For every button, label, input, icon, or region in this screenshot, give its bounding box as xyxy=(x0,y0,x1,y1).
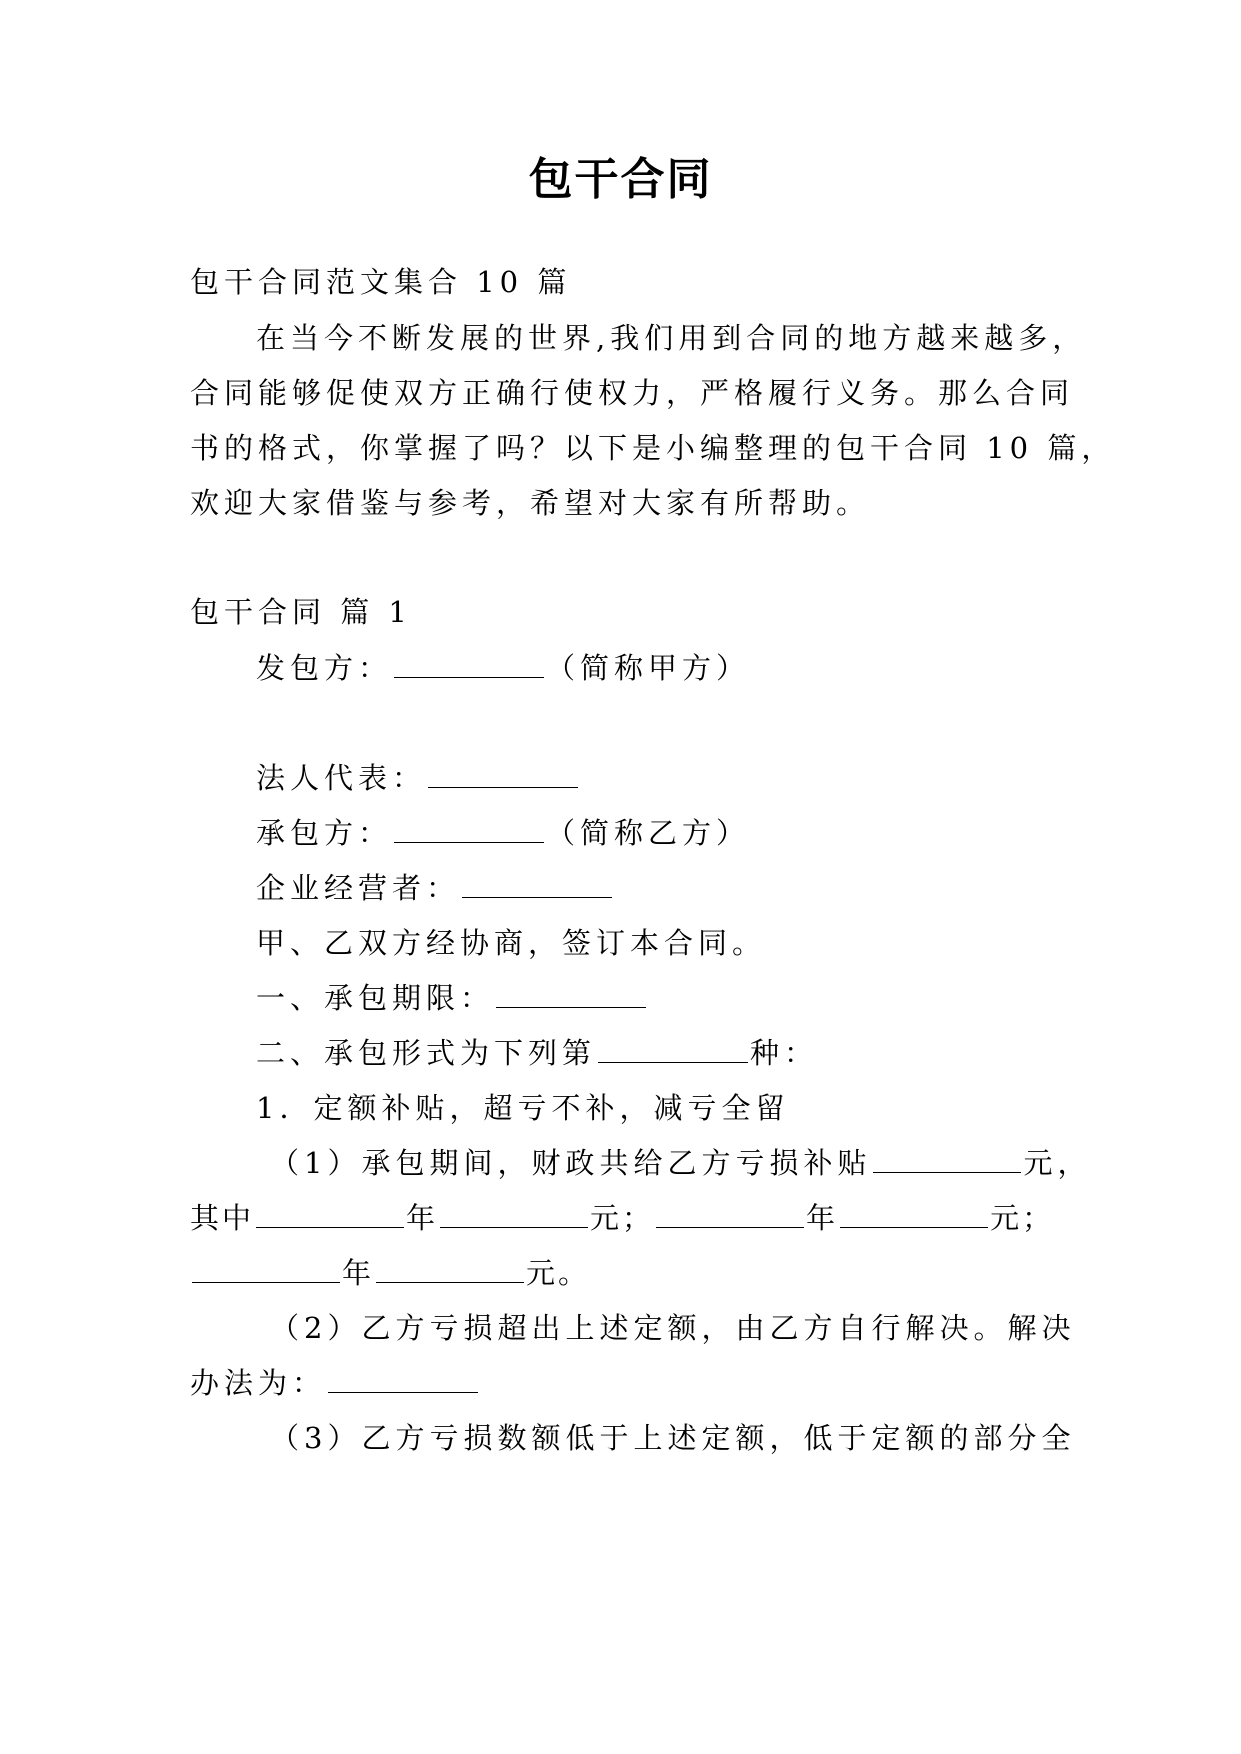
contractor-label: 承包方： xyxy=(256,816,393,850)
employer-line xyxy=(256,648,750,688)
intro-line-3: 书的格式，你掌握了吗？以下是小编整理的包干合同 10 篇， xyxy=(190,431,1116,465)
year-label-2: 年 xyxy=(806,1201,839,1235)
employer-note: （简称甲方） xyxy=(546,651,751,685)
subsidy-total-blank xyxy=(873,1146,1021,1173)
contractor-note: （简称乙方） xyxy=(546,816,751,850)
sub3-line-1: （3）乙方亏损数额低于上述定额，低于定额的部分全 xyxy=(270,1421,1076,1455)
employer-label: 发包方： xyxy=(256,651,393,685)
term-line xyxy=(256,978,648,1018)
item-1: 1．定额补贴，超亏不补，减亏全留 xyxy=(256,1091,790,1125)
operator-label: 企业经营者： xyxy=(256,871,461,905)
agreement-line: 甲、乙双方经协商，签订本合同。 xyxy=(256,926,767,960)
sub2-line-2 xyxy=(190,1363,480,1403)
form-prefix: 二、承包形式为下列第 xyxy=(256,1036,597,1070)
year-blank-3 xyxy=(192,1256,340,1283)
solution-blank xyxy=(328,1366,478,1393)
sub1-suffix: 元， xyxy=(1023,1146,1092,1180)
sub1-line-1 xyxy=(270,1143,1091,1183)
legal-rep-line xyxy=(256,758,580,798)
legal-rep-label: 法人代表： xyxy=(256,761,427,795)
contractor-blank xyxy=(394,816,544,843)
sub2-line-1: （2）乙方亏损超出上述定额，由乙方自行解决。解决 xyxy=(270,1311,1076,1345)
form-line xyxy=(256,1033,818,1073)
section-heading: 包干合同 篇 1 xyxy=(190,595,412,629)
intro-line-1: 在当今不断发展的世界,我们用到合同的地方越来越多， xyxy=(256,321,1087,355)
intro-line-2: 合同能够促使双方正确行使权力，严格履行义务。那么合同 xyxy=(190,376,1075,410)
page-title: 包干合同 xyxy=(528,154,713,205)
amount-blank-2 xyxy=(840,1201,988,1228)
amount-blank-3 xyxy=(376,1256,524,1283)
year-blank-1 xyxy=(256,1201,404,1228)
intro-line-4: 欢迎大家借鉴与参考，希望对大家有所帮助。 xyxy=(190,486,871,520)
year-label-1: 年 xyxy=(406,1201,439,1235)
yuan-label-1: 元； xyxy=(590,1201,655,1235)
year-blank-2 xyxy=(656,1201,804,1228)
sub1-among: 其中 xyxy=(190,1201,255,1235)
legal-rep-blank xyxy=(428,761,578,788)
term-label: 一、承包期限： xyxy=(256,981,495,1015)
sub2-label: 办法为： xyxy=(190,1366,327,1400)
term-blank xyxy=(496,981,646,1008)
sub1-line-2 xyxy=(190,1198,1054,1238)
sub1-line-3 xyxy=(190,1253,590,1293)
amount-blank-1 xyxy=(440,1201,588,1228)
form-suffix: 种： xyxy=(750,1036,819,1070)
year-label-3: 年 xyxy=(342,1256,375,1290)
operator-blank xyxy=(462,871,612,898)
yuan-label-2: 元； xyxy=(990,1201,1055,1235)
collection-subtitle: 包干合同范文集合 10 篇 xyxy=(190,265,572,299)
operator-line xyxy=(256,868,614,908)
yuan-label-3: 元。 xyxy=(526,1256,591,1290)
form-blank xyxy=(598,1036,748,1063)
sub1-prefix: （1）承包期间，财政共给乙方亏损补贴 xyxy=(270,1146,872,1180)
employer-blank xyxy=(394,651,544,678)
contractor-line xyxy=(256,813,750,853)
